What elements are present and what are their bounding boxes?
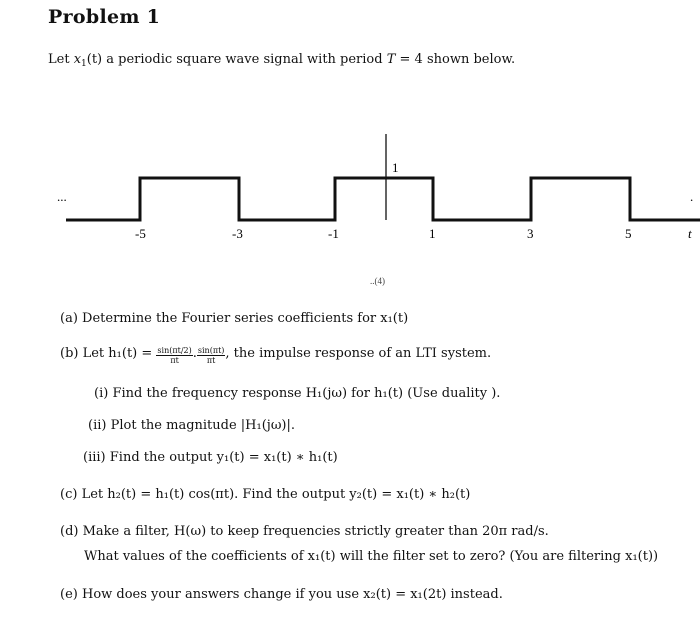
part-b-iii-label: (iii) [83, 450, 106, 465]
fraction-1-numerator: sin(πt/2) [157, 346, 192, 355]
tick-label-1: 1 [429, 226, 436, 241]
square-wave-figure [0, 122, 700, 292]
part-a [60, 311, 408, 326]
tick-label-3: 3 [527, 226, 534, 241]
intro-var: x [73, 52, 82, 67]
tick-label-minus5: -5 [135, 226, 146, 241]
part-b-lead: Let h₁(t) = [82, 346, 157, 361]
part-a-text: Determine the Fourier series coefficients for x₁(t) [82, 311, 409, 326]
fraction-dot: . [192, 346, 197, 361]
part-c-label: (c) [60, 487, 78, 502]
intro-period-value: = 4 shown below. [395, 52, 516, 67]
part-d-text: Make a filter, H(ω) to keep frequencies strictly greater than 20π rad/s. [82, 524, 549, 539]
part-b-label: (b) [60, 346, 79, 361]
fraction-1 [156, 346, 192, 365]
figure-caption-fragment: ..(4) [370, 276, 385, 286]
intro-period-var: T [386, 52, 396, 67]
part-d-continuation [84, 549, 658, 564]
part-b-ii-label: (ii) [88, 418, 107, 433]
axis-variable-t: t [688, 226, 692, 241]
fraction-2 [197, 346, 226, 365]
part-d-label: (d) [60, 524, 79, 539]
ellipsis-left: ... [57, 189, 67, 204]
part-b-i-text: Find the frequency response H₁(jω) for h₁(t) (Use duality ). [112, 386, 501, 401]
tick-label-minus1: -1 [328, 226, 339, 241]
intro-sub: 1 [81, 59, 87, 69]
part-b-iii-text: Find the output y₁(t) = x₁(t) ∗ h₁(t) [109, 450, 338, 465]
part-b-ii-text: Plot the magnitude |H₁(jω)|. [110, 418, 296, 433]
part-e-text: How does your answers change if you use x₂(t) = x₁(2t) instead. [81, 587, 503, 602]
part-d2-text: What values of the coefficients of x₁(t) will the filter set to zero? (You are filtering x₁(t)) [84, 549, 659, 564]
peak-label: 1 [392, 160, 399, 175]
square-wave-line [66, 178, 700, 220]
part-b-i-label: (i) [94, 386, 109, 401]
part-b-iii [83, 450, 338, 465]
fraction-1-denominator: πt [170, 356, 179, 365]
ellipsis-right: . [690, 189, 694, 204]
part-e-label: (e) [60, 587, 78, 602]
part-d [60, 524, 549, 539]
fraction-2-denominator: πt [206, 356, 216, 365]
part-c [60, 487, 470, 502]
intro-arg: (t) [86, 52, 103, 67]
part-a-label: (a) [60, 311, 78, 326]
part-c-text: Let h₂(t) = h₁(t) cos(πt). Find the output y₂(t) = x₁(t) ∗ h₂(t) [81, 487, 471, 502]
intro-after: a periodic square wave signal with period [102, 52, 387, 67]
intro-sentence [48, 52, 515, 67]
tick-label-5: 5 [625, 226, 632, 241]
part-b-i [94, 386, 500, 401]
part-b-ii [88, 418, 295, 433]
tick-label-minus3: -3 [232, 226, 243, 241]
part-b-tail: , the impulse response of an LTI system. [225, 346, 492, 361]
part-b [60, 346, 491, 365]
square-wave-svg [0, 122, 700, 292]
intro-before: Let [48, 52, 74, 67]
part-e [60, 587, 503, 602]
fraction-2-numerator: sin(πt) [197, 346, 225, 355]
problem-title: Problem 1 [48, 6, 161, 28]
